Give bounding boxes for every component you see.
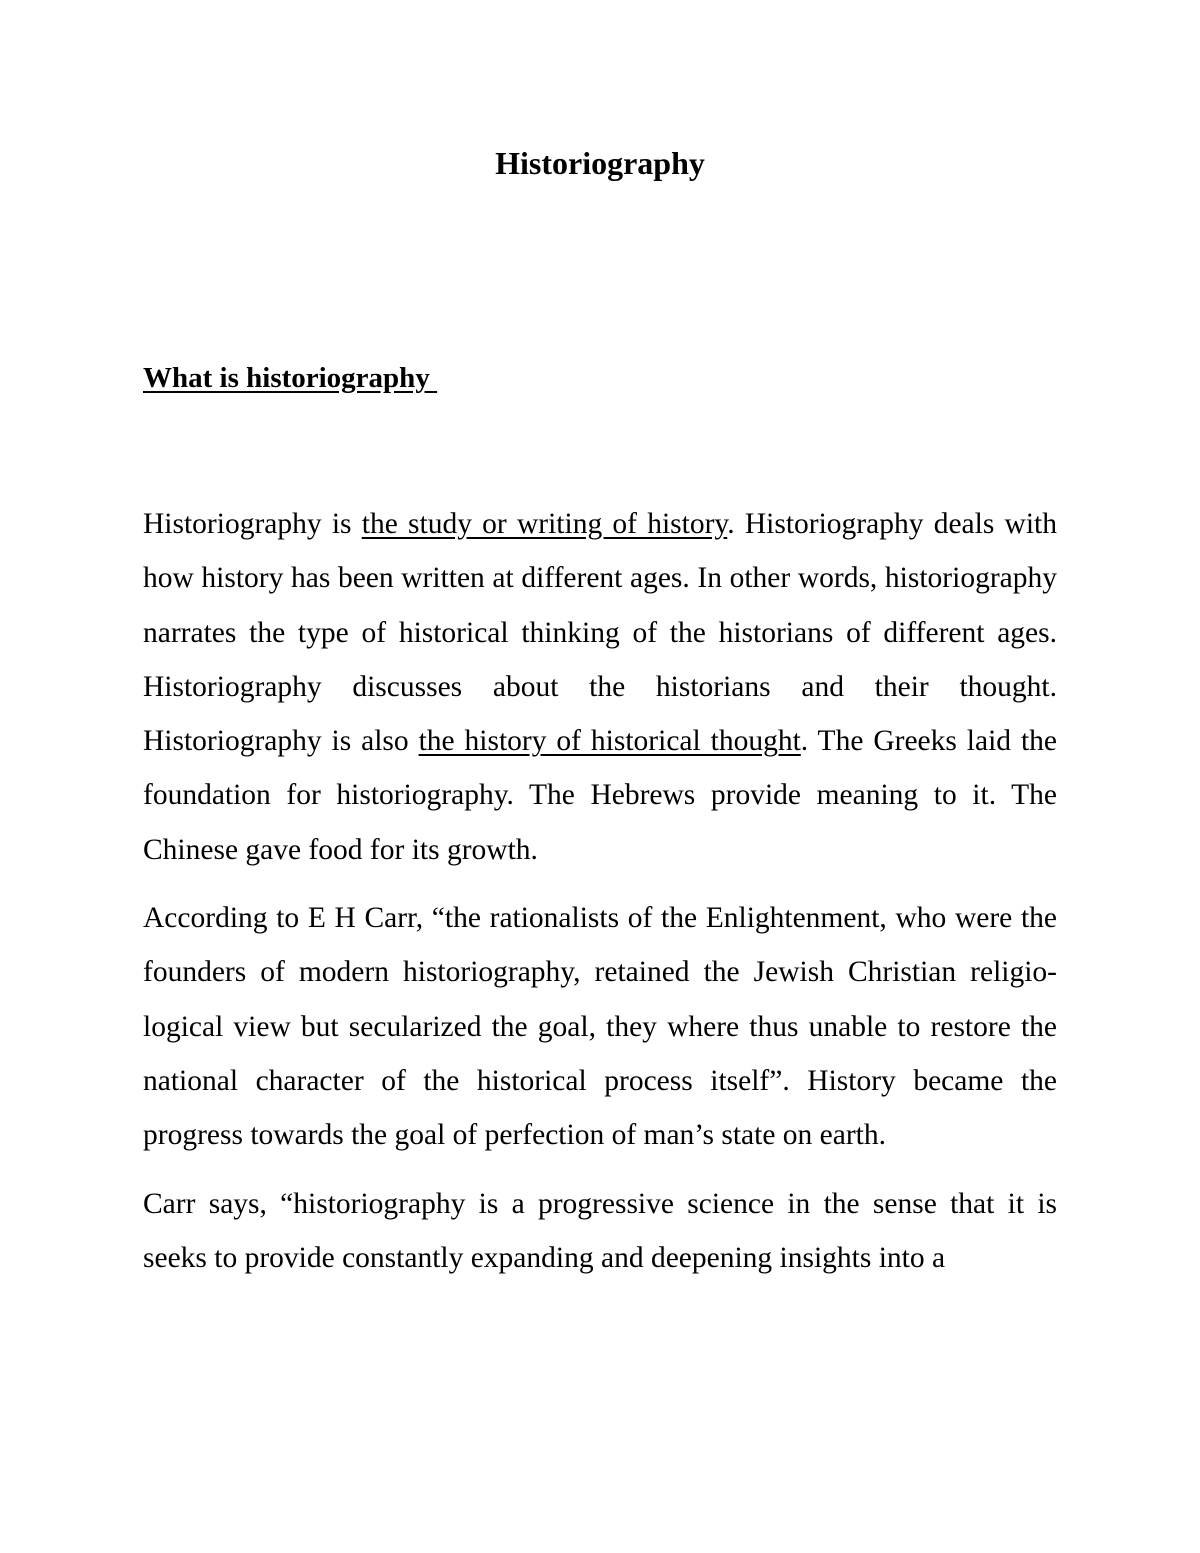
- paragraph-1-text-c: . The Greeks laid the foundation for historiography. The Hebrews provide meaning to it. The Chinese gave food for its growth.: [143, 725, 1058, 866]
- paragraph-1-text-a: Historiography is: [143, 508, 362, 540]
- paragraph-1-text-b: . Historiography deals with how history has been written at different ages. In other words, historiography narrates the type of historical thinking of the historians of different ages. Historiography discusses about the historians and their thought. Historiography is also: [143, 508, 1057, 758]
- underlined-phrase-study-of-history: the study or writing of history: [361, 508, 728, 540]
- document-body: [143, 497, 1057, 1299]
- paragraph-3: Carr says, “historiography is a progressive science in the sense that it is seeks to provide constantly expanding and deepening insights into a: [143, 1187, 1057, 1274]
- paragraph-1: [143, 497, 1057, 877]
- section-heading: What is historiography: [143, 362, 438, 394]
- paragraph-2: According to E H Carr, “the rationalists of the Enlightenment, who were the founders of modern historiography, retained the Jewish Christian religio-logical view but secularized the goal, they where thus unable to restore the national character of the historical process itself”. History became the progress towards the goal of perfection of man’s state on earth.: [143, 902, 1057, 1152]
- underlined-phrase-history-of-thought: the history of historical thought: [418, 725, 801, 758]
- document-title: Historiography: [495, 145, 705, 181]
